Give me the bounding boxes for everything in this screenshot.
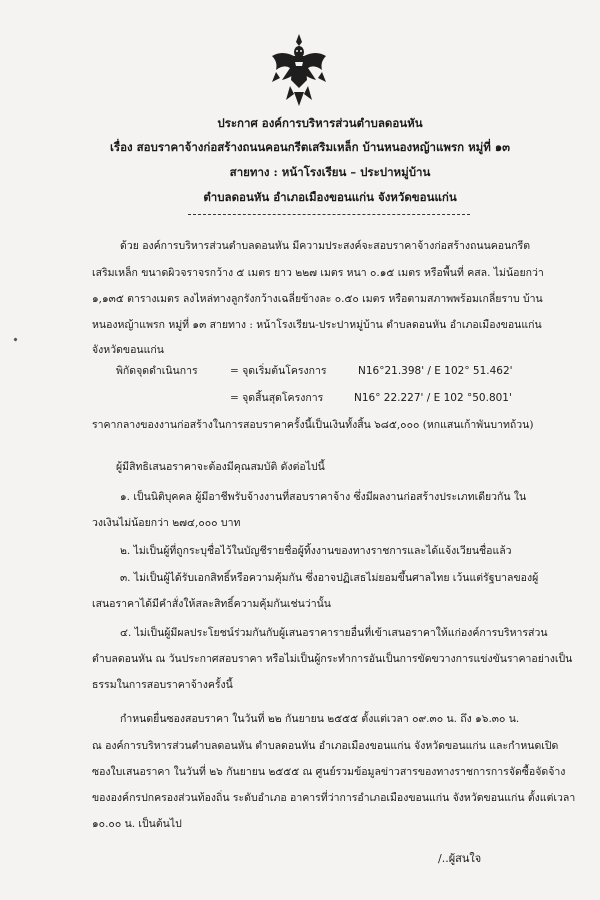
qualification-item: ๑. เป็นนิติบุคคล ผู้มีอาชีพรับจ้างงานที่สอบราคาจ้าง ซึ่งมีผลงานก่อสร้างประเภทเดียวกัน ใน <box>120 491 527 503</box>
schedule-line: ๑๐.๐๐ น. เป็นต้นไป <box>92 818 182 830</box>
schedule-line: ณ องค์การบริหารส่วนตำบลดอนหัน ตำบลดอนหัน อำเภอเมืองขอนแก่น จังหวัดขอนแก่น และกำหนดเปิด <box>92 740 559 752</box>
header-divider <box>188 214 470 215</box>
location-line: ตำบลดอนหัน อำเภอเมืองขอนแก่น จังหวัดขอนแก่น <box>203 190 457 204</box>
announcement-title: ประกาศ องค์การบริหารส่วนตำบลดอนหัน <box>217 116 423 130</box>
qualification-item: ตำบลดอนหัน ณ วันประกาศสอบราคา หรือไม่เป็นผู้กระทำการอันเป็นการขัดขวางการแข่งขันราคาอย่างเป็น <box>92 653 573 665</box>
intro-line: ด้วย องค์การบริหารส่วนตำบลดอนหัน มีความประสงค์จะสอบราคาจ้างก่อสร้างถนนคอนกรีต <box>120 240 531 252</box>
qualification-item: ๓. ไม่เป็นผู้ได้รับเอกสิทธิ์หรือความคุ้มกัน ซึ่งอาจปฏิเสธไม่ยอมขึ้นศาลไทย เว้นแต่รัฐบาลของผู้ <box>120 572 539 584</box>
start-point-coordinates: N16°21.398' / E 102° 51.462' <box>358 365 513 377</box>
qualification-item: เสนอราคาได้มีคำสั่งให้สละสิทธิ์ความคุ้มกันเช่นว่านั้น <box>92 598 331 610</box>
intro-line: หนองหญ้าแพรก หมู่ที่ ๑๓ สายทาง : หน้าโรงเรียน-ประปาหมู่บ้าน ตำบลดอนหัน อำเภอเมืองขอนแก่น <box>92 319 542 331</box>
qualification-item: ๒. ไม่เป็นผู้ที่ถูกระบุชื่อไว้ในบัญชีรายชื่อผู้ทิ้งงานของทางราชการและได้แจ้งเวียนชื่อแล้ว <box>120 545 512 557</box>
scan-speck <box>13 337 17 341</box>
announcement-subject: เรื่อง สอบราคาจ้างก่อสร้างถนนคอนกรีตเสริมเหล็ก บ้านหนองหญ้าแพรก หมู่ที่ ๑๓ <box>109 140 511 154</box>
schedule-line: ซองใบเสนอราคา ในวันที่ ๒๖ กันยายน ๒๕๕๕ ณ ศูนย์รวมข้อมูลข่าวสารของทางราชการการจัดซื้อจัดจ้าง <box>92 766 566 778</box>
qualification-item: วงเงินไม่น้อยกว่า ๒๗๔,๐๐๐ บาท <box>92 517 241 529</box>
continuation-note: /..ผู้สนใจ <box>438 852 482 865</box>
intro-line: เสริมเหล็ก ขนาดผิวจราจรกว้าง ๕ เมตร ยาว ๒๒๗ เมตร หนา ๐.๑๕ เมตร หรือพื้นที่ คสล. ไม่น้อยกว่า <box>92 267 544 279</box>
qualification-item: ธรรมในการสอบราคาจ้างครั้งนี้ <box>92 679 233 691</box>
schedule-line: กำหนดยื่นซองสอบราคา ในวันที่ ๒๒ กันยายน ๒๕๕๕ ตั้งแต่เวลา ๐๙.๓๐ น. ถึง ๑๖.๓๐ น. <box>120 713 520 725</box>
coordinates-label: พิกัดจุดดำเนินการ <box>116 365 198 377</box>
schedule-line: ขององค์กรปกครองส่วนท้องถิ่น ระดับอำเภอ อาคารที่ว่าการอำเภอเมืองขอนแก่น จังหวัดขอนแก่น ตั้งแต่เวลา <box>92 792 576 804</box>
start-point-label: = จุดเริ่มต้นโครงการ <box>230 365 327 377</box>
intro-line: ๑,๑๓๕ ตารางเมตร ลงไหล่ทางลูกรังกว้างเฉลี่ยข้างละ ๐.๕๐ เมตร หรือตามสภาพพร้อมเกลี่ยราบ บ้าน <box>92 293 543 305</box>
reference-price-line: ราคากลางของงานก่อสร้างในการสอบราคาครั้งนี้เป็นเงินทั้งสิ้น ๖๘๕,๐๐๐ (หกแสนเก้าพันบาทถ้วน) <box>92 419 534 431</box>
end-point-label: = จุดสิ้นสุดโครงการ <box>230 392 324 404</box>
intro-line: จังหวัดขอนแก่น <box>92 344 164 356</box>
route-line: สายทาง : หน้าโรงเรียน – ประปาหมู่บ้าน <box>229 165 431 179</box>
qualifications-heading: ผู้มีสิทธิเสนอราคาจะต้องมีคุณสมบัติ ดังต่อไปนี้ <box>116 461 325 473</box>
end-point-coordinates: N16° 22.227' / E 102 °50.801' <box>354 392 512 404</box>
qualification-item: ๔. ไม่เป็นผู้มีผลประโยชน์ร่วมกันกับผู้เสนอราคารายอื่นที่เข้าเสนอราคาให้แก่องค์การบริหารส่วน <box>120 627 548 639</box>
garuda-emblem-icon <box>268 32 330 108</box>
